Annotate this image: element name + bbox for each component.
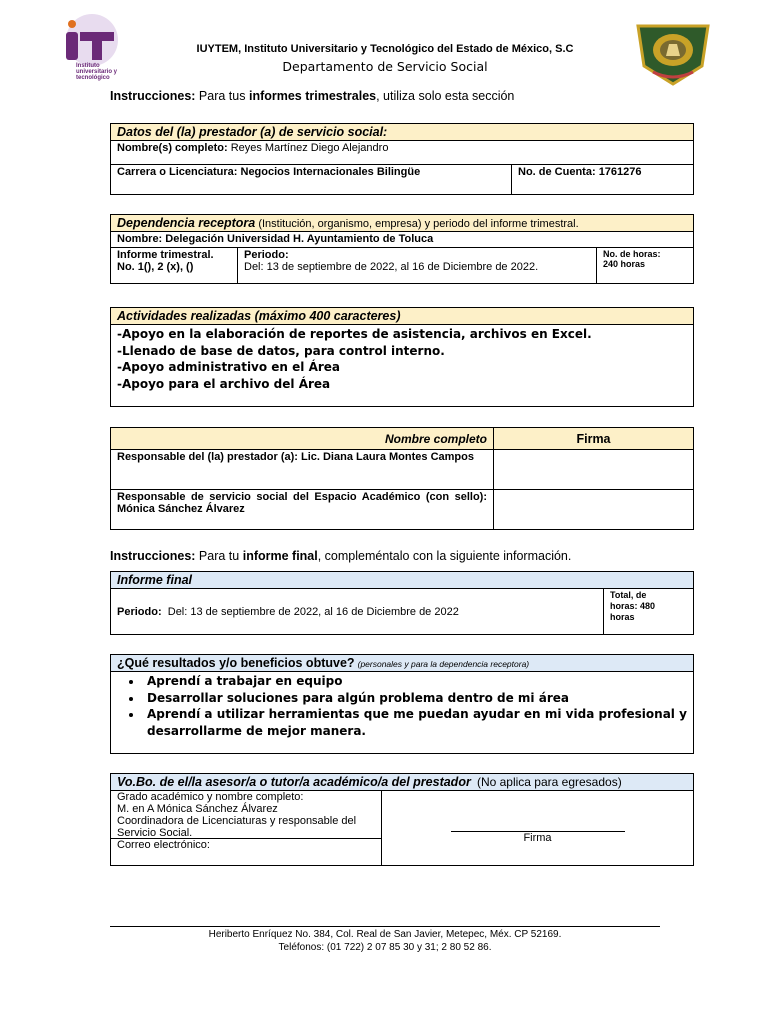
results-title: ¿Qué resultados y/o beneficios obtuve? (personales y para la dependencia receptora): [111, 655, 694, 672]
activities-list: [111, 325, 694, 407]
signature-header: Firma: [494, 428, 694, 450]
instructions-quarterly: Instrucciones: Para tus informes trimestrales, utiliza solo esta sección: [110, 89, 515, 103]
department-name: Departamento de Servicio Social: [282, 59, 488, 74]
final-report-title: Informe final: [111, 572, 694, 589]
quarterly-report-cell: Informe trimestral. No. 1(), 2 (x), (): [111, 248, 238, 284]
result-item: • Aprendí a trabajar en equipo: [143, 673, 687, 690]
student-name-cell: Nombre(s) completo: Reyes Martínez Diego Alejandro: [111, 141, 694, 165]
account-number-cell: No. de Cuenta: 1761276: [512, 165, 694, 195]
svg-text:Instituto: Instituto: [76, 63, 100, 69]
institution-logo: [52, 12, 142, 82]
signature-field[interactable]: [494, 450, 694, 490]
seal-emblem: [628, 18, 718, 88]
final-report-table: [110, 571, 694, 635]
student-data-table: [110, 123, 694, 195]
activity-item: -Llenado de base de datos, para control interno.: [117, 343, 445, 358]
signature-field[interactable]: [494, 490, 694, 530]
advisor-info-cell: Grado académico y nombre completo: M. en A Mónica Sánchez Álvarez Coordinadora de Licenciaturas y responsable del Servicio Social. Correo electrónico:: [111, 791, 382, 866]
activity-item: -Apoyo en la elaboración de reportes de asistencia, archivos en Excel.: [117, 327, 592, 341]
agency-name-cell: Nombre: Delegación Universidad H. Ayuntamiento de Toluca: [111, 232, 694, 248]
result-item: • Aprendí a utilizar herramientas que me puedan ayudar en mi vida profesional y desarrollarme de mejor manera.: [143, 706, 687, 739]
advisor-signature-cell[interactable]: [382, 791, 694, 866]
results-list: [111, 672, 694, 754]
results-table: [110, 654, 694, 754]
social-service-supervisor-cell: Responsable de servicio social del Espacio Académico (con sello): Mónica Sánchez Álvarez: [111, 490, 494, 530]
advisor-title: Vo.Bo. de el/la asesor/a o tutor/a académico/a del prestador (No aplica para egresados): [111, 774, 694, 791]
receiving-agency-table: [110, 214, 694, 284]
activities-table: [110, 307, 694, 407]
full-name-header: Nombre completo: [111, 428, 494, 450]
hours-cell: No. de horas: 240 horas: [597, 248, 694, 284]
advisor-approval-table: [110, 773, 694, 866]
activities-title: Actividades realizadas (máximo 400 caracteres): [111, 308, 694, 325]
student-data-title: Datos del (la) prestador (a) de servicio social:: [111, 124, 694, 141]
career-cell: Carrera o Licenciatura: Negocios Internacionales Bilingüe: [111, 165, 512, 195]
institution-name: IUYTEM, Instituto Universitario y Tecnológico del Estado de México, S.C: [196, 43, 574, 55]
activity-item: -Apoyo para el archivo del Área: [117, 376, 331, 391]
responsibles-table: [110, 427, 694, 530]
agency-title: Dependencia receptora (Institución, organismo, empresa) y periodo del informe trimestral.: [111, 215, 694, 232]
period-cell: Periodo: Del: 13 de septiembre de 2022, al 16 de Diciembre de 2022.: [238, 248, 597, 284]
result-item: • Desarrollar soluciones para algún problema dentro de mi área: [143, 690, 687, 707]
instructions-final: Instrucciones: Para tu informe final, compleméntalo con la siguiente información.: [110, 549, 572, 563]
advisor-signature-line: Firma: [451, 831, 625, 844]
final-period-cell: Periodo: Del: 13 de septiembre de 2022, al 16 de Diciembre de 2022: [111, 589, 604, 635]
advisor-email-cell[interactable]: Correo electrónico:: [111, 838, 381, 865]
footer-divider: [110, 926, 660, 927]
footer-phones: Teléfonos: (01 722) 2 07 85 30 y 31; 2 80 52 86.: [278, 942, 492, 953]
student-supervisor-cell: Responsable del (la) prestador (a): Lic. Diana Laura Montes Campos: [111, 450, 494, 490]
total-hours-cell: Total, de horas: 480 horas: [604, 589, 694, 635]
activity-item: -Apoyo administrativo en el Área: [117, 360, 341, 374]
footer-address: Heriberto Enríquez No. 384, Col. Real de San Javier, Metepec, Méx. CP 52169.: [208, 929, 562, 940]
svg-text:tecnológico: tecnológico: [76, 75, 110, 81]
svg-text:universitario y: universitario y: [76, 69, 118, 75]
